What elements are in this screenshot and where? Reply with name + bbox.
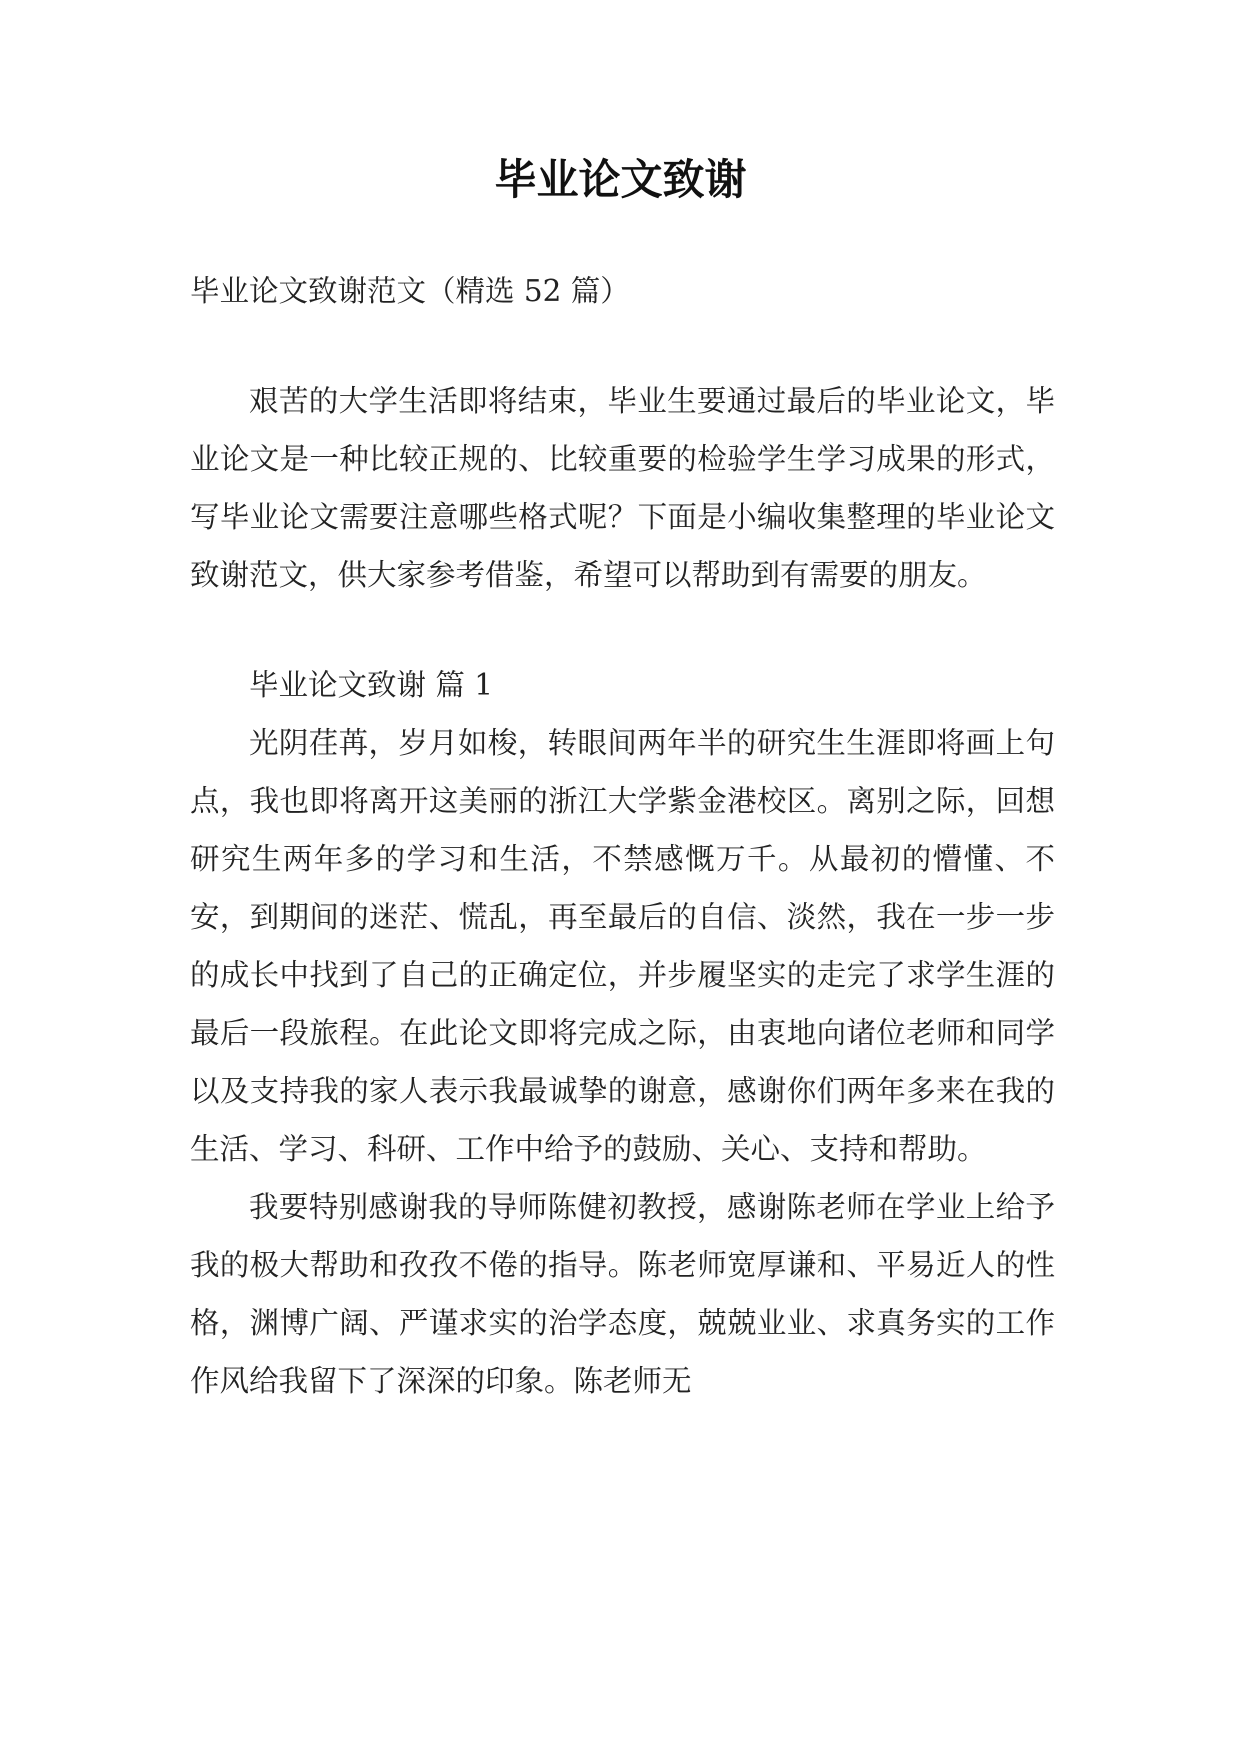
document-subtitle: 毕业论文致谢范文（精选 52 篇） (190, 274, 630, 308)
document-body (190, 262, 1055, 1410)
body-paragraph: 我要特别感谢我的导师陈健初教授，感谢陈老师在学业上给予我的极大帮助和孜孜不倦的指导。陈老师宽厚谦和、平易近人的性格，渊博广阔、严谨求实的治学态度，兢兢业业、求真务实的工作作风给我留下了深深的印象。陈老师无 (190, 1190, 1055, 1398)
body-paragraph: 光阴荏苒，岁月如梭，转眼间两年半的研究生生涯即将画上句点，我也即将离开这美丽的浙江大学紫金港校区。离别之际，回想研究生两年多的学习和生活，不禁感慨万千。从最初的懵懂、不安，到期间的迷茫、慌乱，再至最后的自信、淡然，我在一步一步的成长中找到了自己的正确定位，并步履坚实的走完了求学生涯的最后一段旅程。在此论文即将完成之际，由衷地向诸位老师和同学以及支持我的家人表示我最诚挚的谢意，感谢你们两年多来在我的生活、学习、科研、工作中给予的鼓励、关心、支持和帮助。 (190, 726, 1055, 1166)
section-heading: 毕业论文致谢 篇 1 (249, 668, 494, 702)
intro-paragraph: 艰苦的大学生活即将结束，毕业生要通过最后的毕业论文，毕业论文是一种比较正规的、比较重要的检验学生学习成果的形式，写毕业论文需要注意哪些格式呢？下面是小编收集整理的毕业论文致谢范文，供大家参考借鉴，希望可以帮助到有需要的朋友。 (190, 384, 1055, 592)
page-title: 毕业论文致谢 (494, 155, 747, 204)
